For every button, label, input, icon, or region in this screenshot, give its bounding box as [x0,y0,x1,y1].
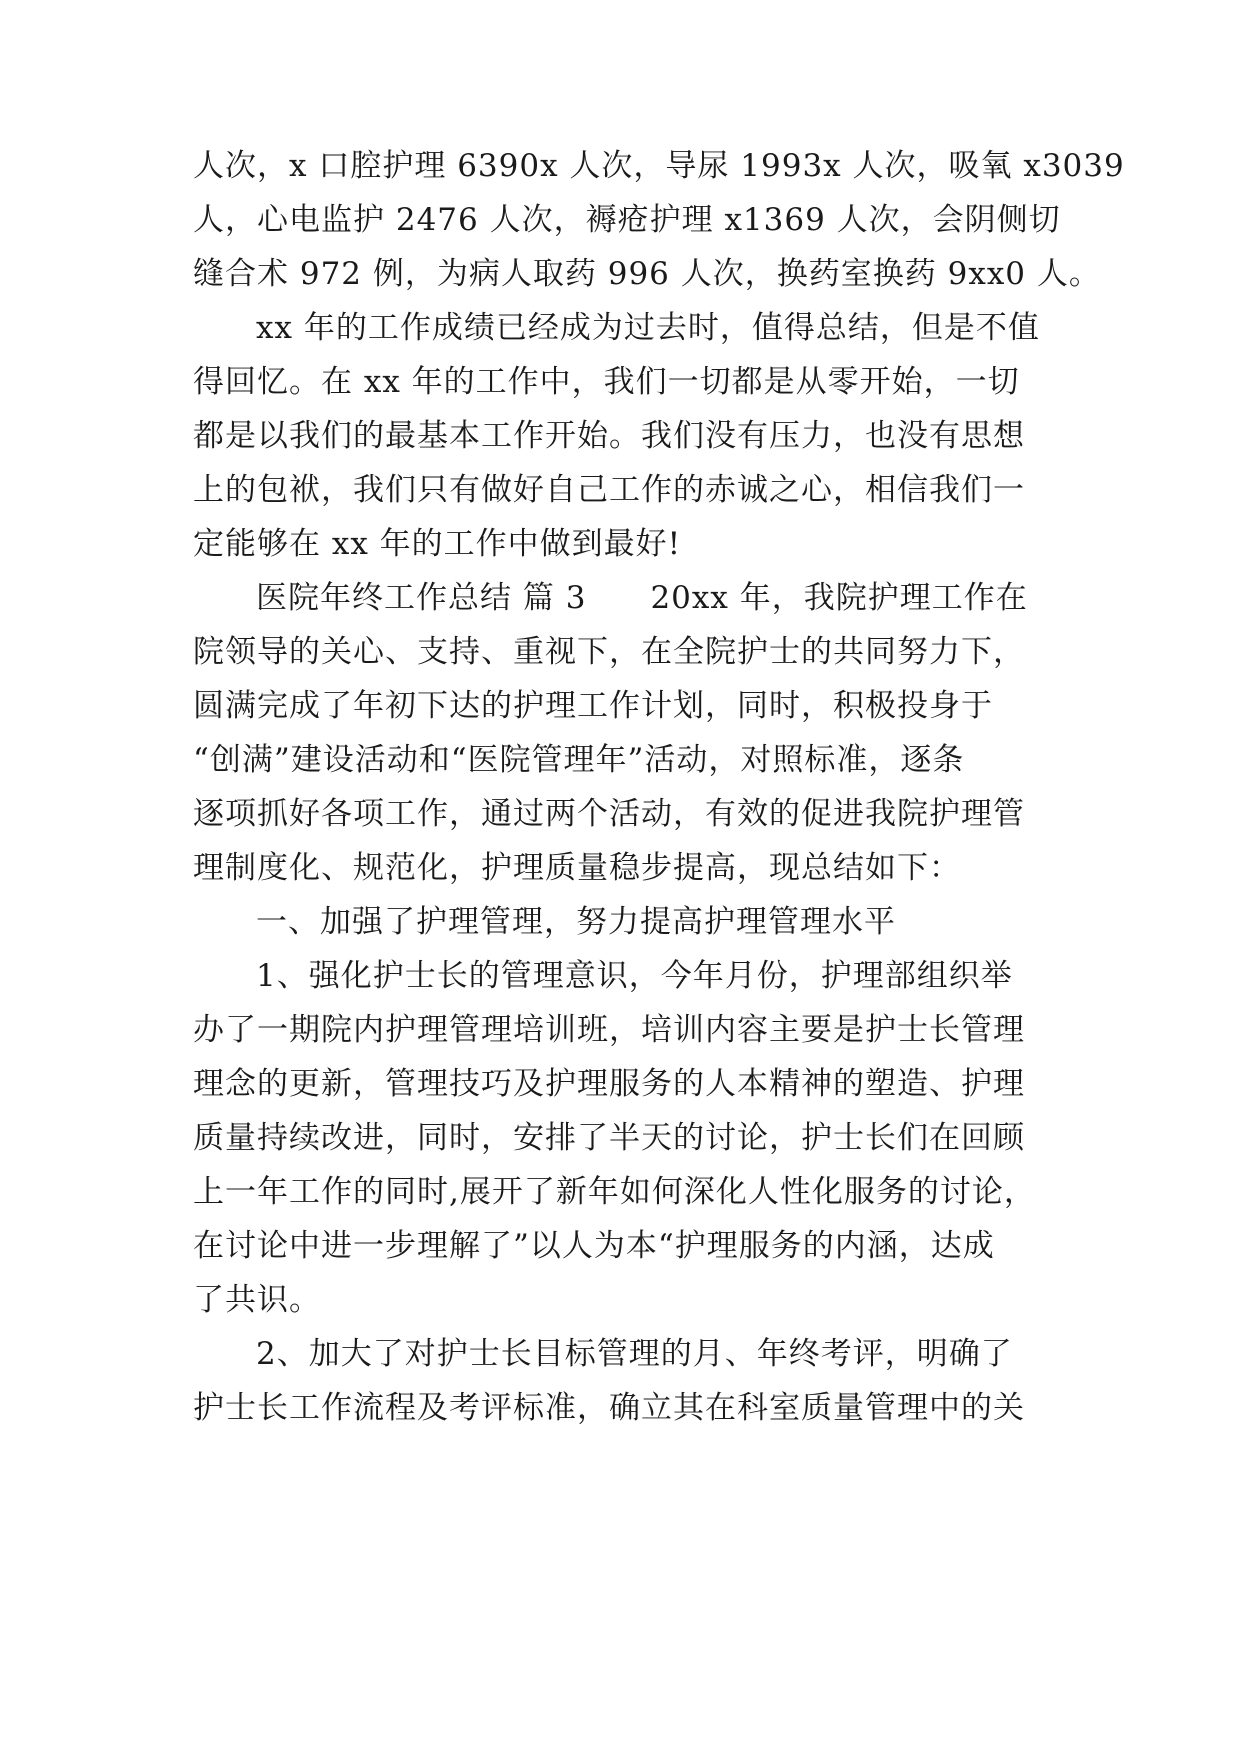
text-line: 人次，x 口腔护理 6390x 人次，导尿 1993x 人次，吸氧 x3039 [193,148,1125,184]
text-line: 护士长工作流程及考评标准，确立其在科室质量管理中的关 [193,1390,1025,1426]
text-line: 定能够在 xx 年的工作中做到最好! [193,526,682,562]
section-heading-line [256,578,1028,618]
text-line: 在讨论中进一步理解了”以人为本“护理服务的内涵，达成 [193,1228,995,1264]
text-line: 圆满完成了年初下达的护理工作计划，同时，积极投身于 [193,688,993,724]
section-title: 医院年终工作总结 篇 3 [256,580,587,616]
text-line: 都是以我们的最基本工作开始。我们没有压力，也没有思想 [193,418,1025,454]
subsection-heading: 一、加强了护理管理，努力提高护理管理水平 [256,904,896,940]
text-line: 上的包袱，我们只有做好自己工作的赤诚之心，相信我们一 [193,472,1025,508]
text-line: 上一年工作的同时,展开了新年如何深化人性化服务的讨论， [193,1174,1036,1210]
text-line: 理念的更新，管理技巧及护理服务的人本精神的塑造、护理 [193,1066,1025,1102]
text-line: 办了一期院内护理管理培训班，培训内容主要是护士长管理 [193,1012,1025,1048]
text-line: 理制度化、规范化，护理质量稳步提高，现总结如下： [193,850,961,886]
text-line: 得回忆。在 xx 年的工作中，我们一切都是从零开始，一切 [193,364,1020,400]
text-line: 缝合术 972 例，为病人取药 996 人次，换药室换药 9xx0 人。 [193,256,1101,292]
text-line: 逐项抓好各项工作，通过两个活动，有效的促进我院护理管 [193,796,1025,832]
text-line: 人，心电监护 2476 人次，褥疮护理 x1369 人次，会阴侧切 [193,202,1061,238]
text-line: 了共识。 [193,1282,321,1318]
text-line: xx 年的工作成绩已经成为过去时，值得总结，但是不值 [256,310,1040,346]
text-line: 院领导的关心、支持、重视下，在全院护士的共同努力下， [193,634,1025,670]
text-line: 质量持续改进，同时，安排了半天的讨论，护士长们在回顾 [193,1120,1025,1156]
text-line: 1、强化护士长的管理意识，今年月份，护理部组织举 [256,958,1013,994]
text-line: “创满”建设活动和“医院管理年”活动，对照标准，逐条 [193,742,965,778]
text-line: 2、加大了对护士长目标管理的月、年终考评，明确了 [256,1336,1013,1372]
text-line: 20xx 年，我院护理工作在 [650,580,1028,616]
